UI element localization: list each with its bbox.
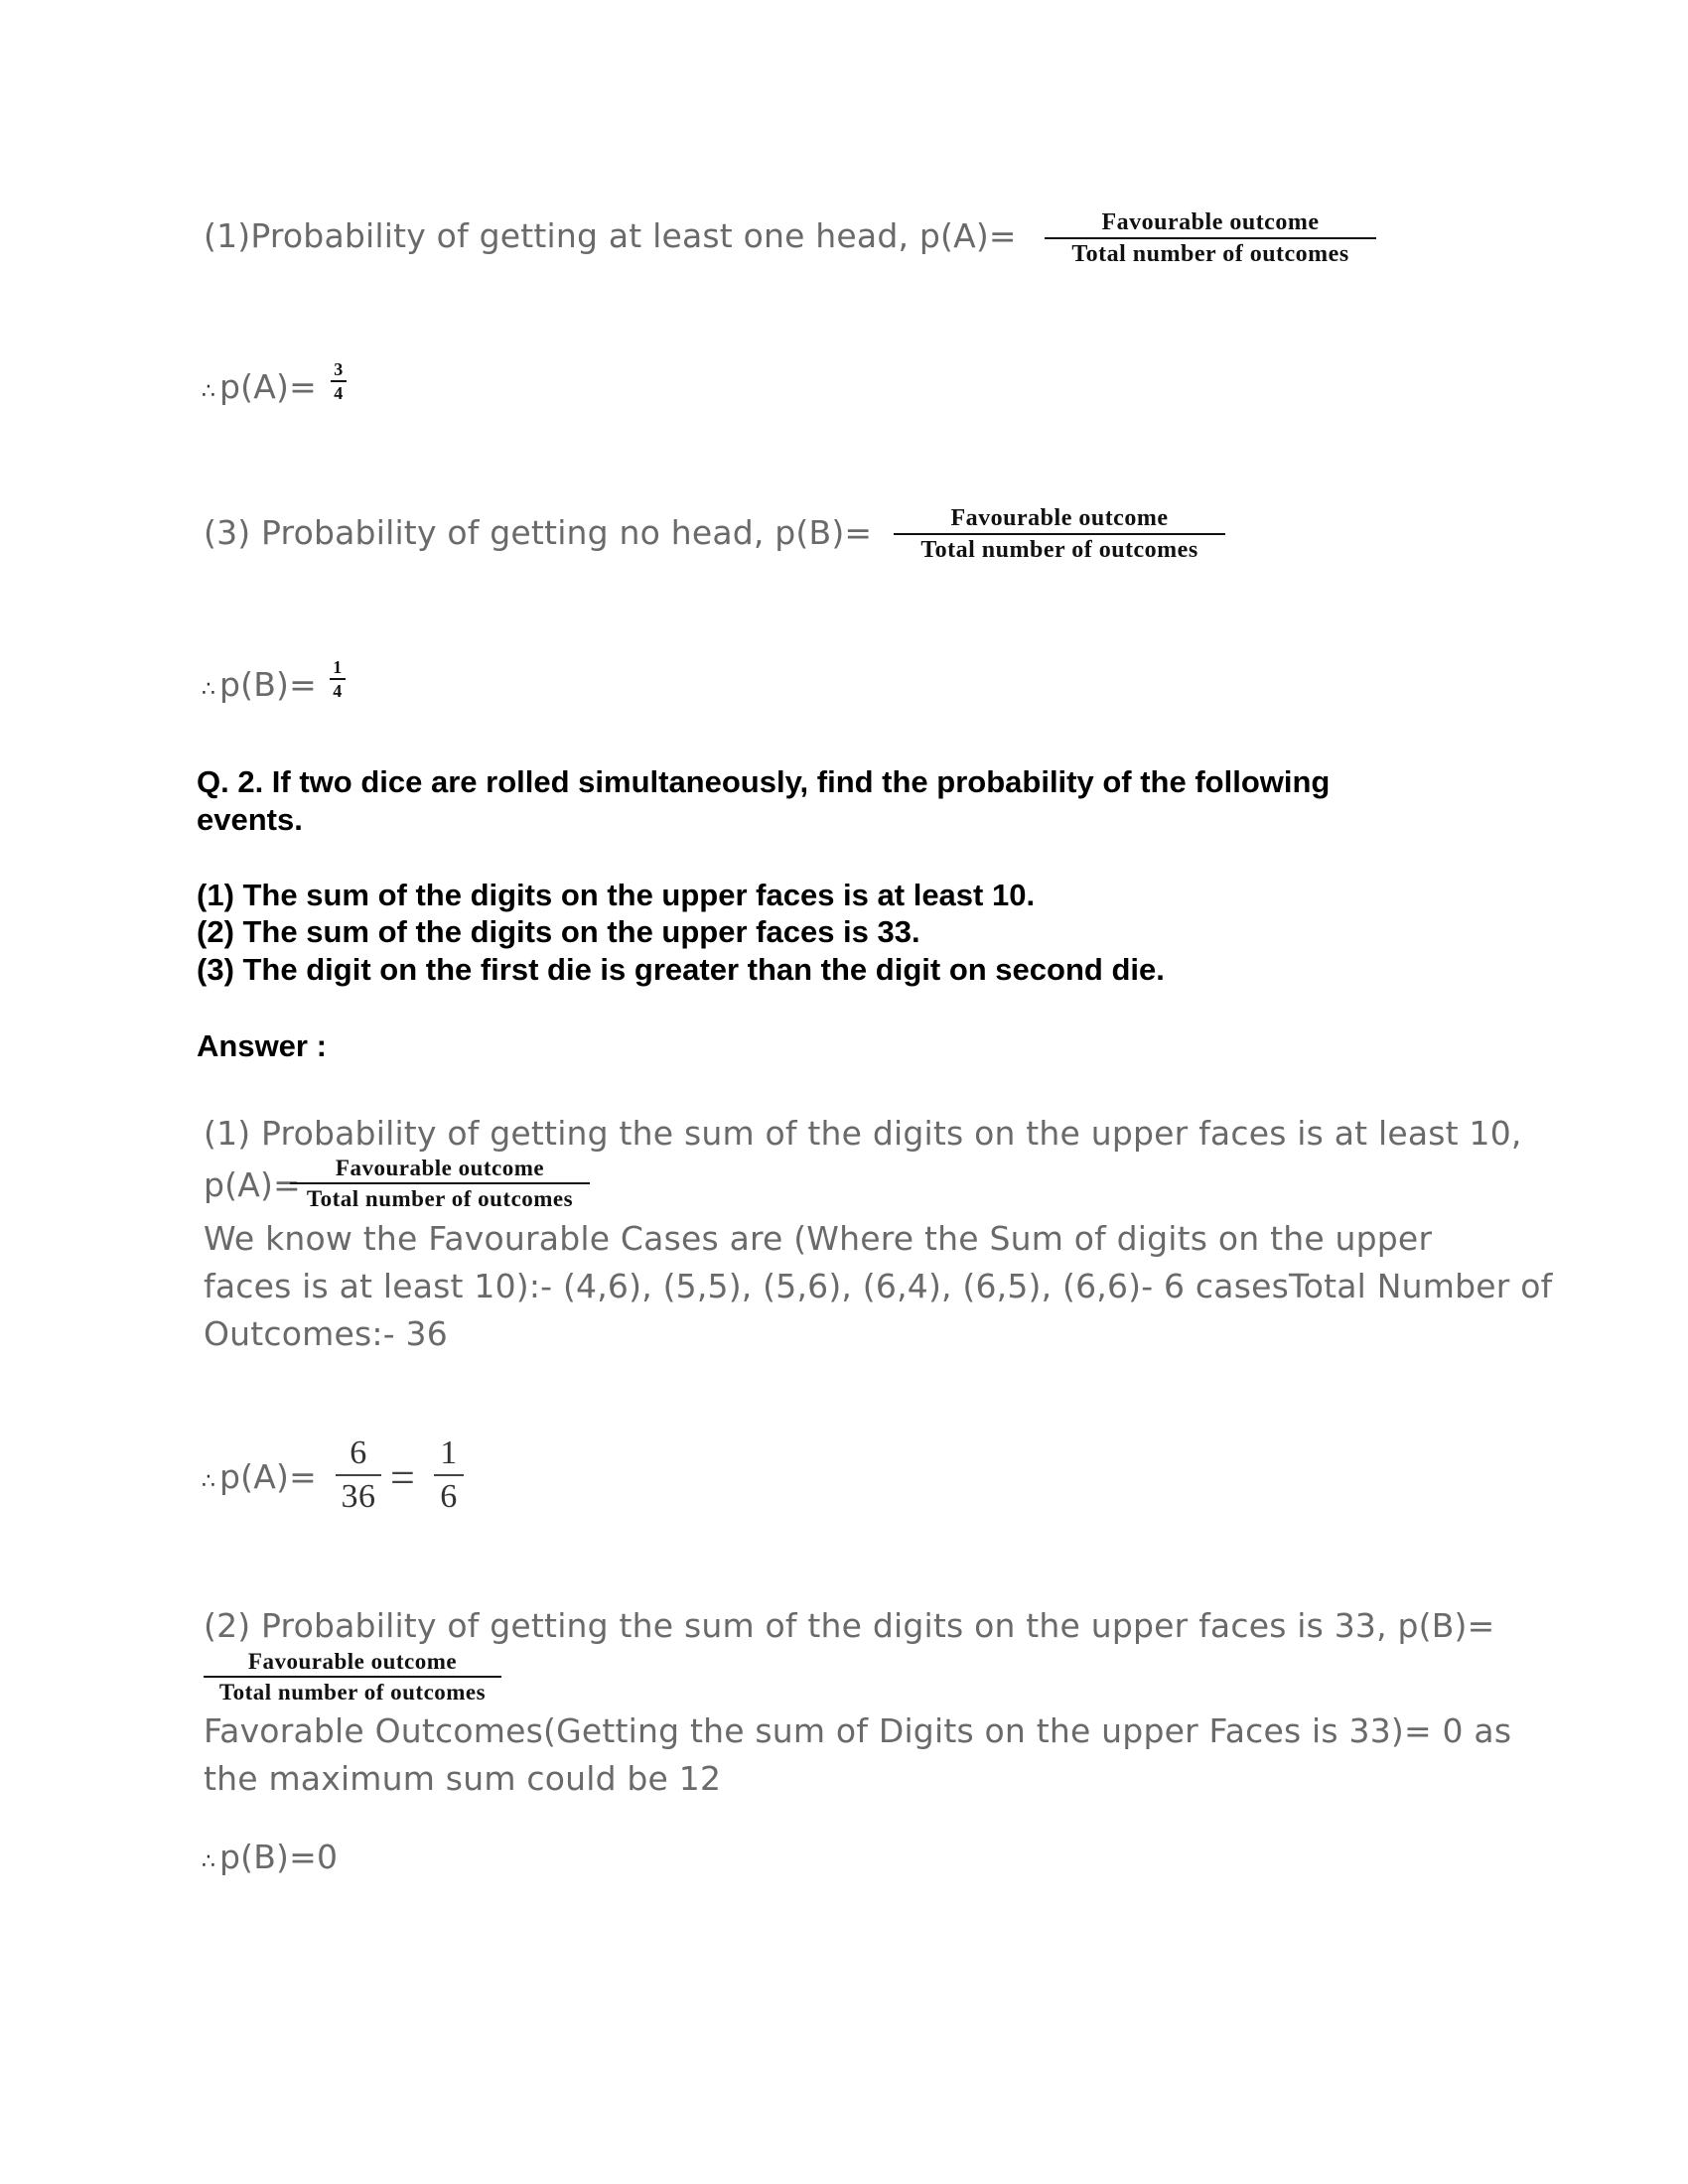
q2-part-3: (3) The digit on the first die is greater than the digit on second die. [197,952,1165,987]
q1-part1-statement [204,216,1017,255]
answer1-result-fraction-2 [434,1434,464,1516]
fraction-bar [1045,237,1376,239]
fraction-denominator: Total number of outcomes [1071,241,1349,267]
answer1-label: p(A)= [204,1165,301,1204]
result-label: p(B)= [219,665,317,704]
equals-sign: = [390,1453,415,1502]
q2-question-line1: Q. 2. If two dice are rolled simultaneously, find the probability of the following [197,764,1331,799]
therefore-symbol: ∴ [202,379,215,404]
fraction-numerator: 6 [350,1434,367,1471]
q1-part3-formula-fraction [894,504,1225,564]
q1-part1-result-fraction [331,359,347,403]
q2-question-line2: events. [197,802,303,837]
fraction-numerator: Favourable outcome [247,1649,458,1674]
fraction-bar [290,1182,590,1184]
result-text: p(B)=0 [219,1838,339,1876]
answer-heading: Answer : [197,1028,327,1063]
q1-part3-text: (3) Probability of getting no head, p(B)= [204,513,873,552]
fraction-numerator: Favourable outcome [950,505,1169,531]
fraction-bar [331,380,347,382]
fraction-denominator: 4 [334,383,344,403]
answer1-result [202,1457,317,1496]
answer1-statement: (1) Probability of getting the sum of the digits on the upper faces is at least 10, [204,1114,1522,1153]
answer2-body-line2: the maximum sum could be 12 [204,1759,722,1798]
therefore-symbol: ∴ [202,1469,215,1494]
fraction-bar [894,533,1225,535]
result-label: p(A)= [219,367,317,406]
answer1-result-fraction-1 [336,1434,381,1516]
therefore-symbol: ∴ [202,677,215,702]
fraction-bar [336,1474,381,1476]
answer1-formula-fraction [290,1155,590,1212]
q1-part3-result-fraction [330,657,346,701]
fraction-denominator: 6 [440,1478,458,1515]
answer1-body-line1: We know the Favourable Cases are (Where the Sum of digits on the upper [204,1219,1433,1258]
answer2-result [202,1838,338,1876]
fraction-numerator: 3 [334,359,344,379]
answer1-body-line3: Outcomes:- 36 [204,1314,448,1353]
fraction-numerator: 1 [333,657,343,677]
fraction-denominator: Total number of outcomes [306,1186,574,1211]
answer2-statement: (2) Probability of getting the sum of the digits on the upper faces is 33, p(B)= [204,1606,1495,1645]
answer2-body-line1: Favorable Outcomes(Getting the sum of Digits on the upper Faces is 33)= 0 as [204,1711,1512,1750]
therefore-symbol: ∴ [202,1849,215,1874]
answer2-formula-fraction [204,1648,501,1706]
fraction-bar [204,1676,501,1678]
fraction-numerator: Favourable outcome [335,1156,545,1180]
answer1-body-line2: faces is at least 10):- (4,6), (5,5), (5,6), (6,4), (6,5), (6,6)- 6 casesTotal Number of [204,1267,1553,1305]
result-label: p(A)= [219,1457,317,1496]
q2-part-2: (2) The sum of the digits on the upper faces is 33. [197,914,920,949]
q1-part3-result [202,665,317,704]
q1-part3-statement [204,513,872,552]
fraction-numerator: 1 [440,1434,458,1471]
fraction-denominator: Total number of outcomes [218,1680,487,1705]
q1-part1-formula-fraction [1045,208,1376,268]
fraction-bar [330,678,346,680]
fraction-denominator: 4 [333,681,343,701]
q1-part1-text: (1)Probability of getting at least one head, p(A)= [204,216,1017,255]
fraction-denominator: 36 [341,1478,376,1515]
fraction-numerator: Favourable outcome [1101,209,1320,235]
q1-part1-result [202,367,317,406]
q2-part-1: (1) The sum of the digits on the upper faces is at least 10. [197,878,1036,912]
fraction-bar [434,1474,464,1476]
fraction-denominator: Total number of outcomes [920,537,1198,563]
